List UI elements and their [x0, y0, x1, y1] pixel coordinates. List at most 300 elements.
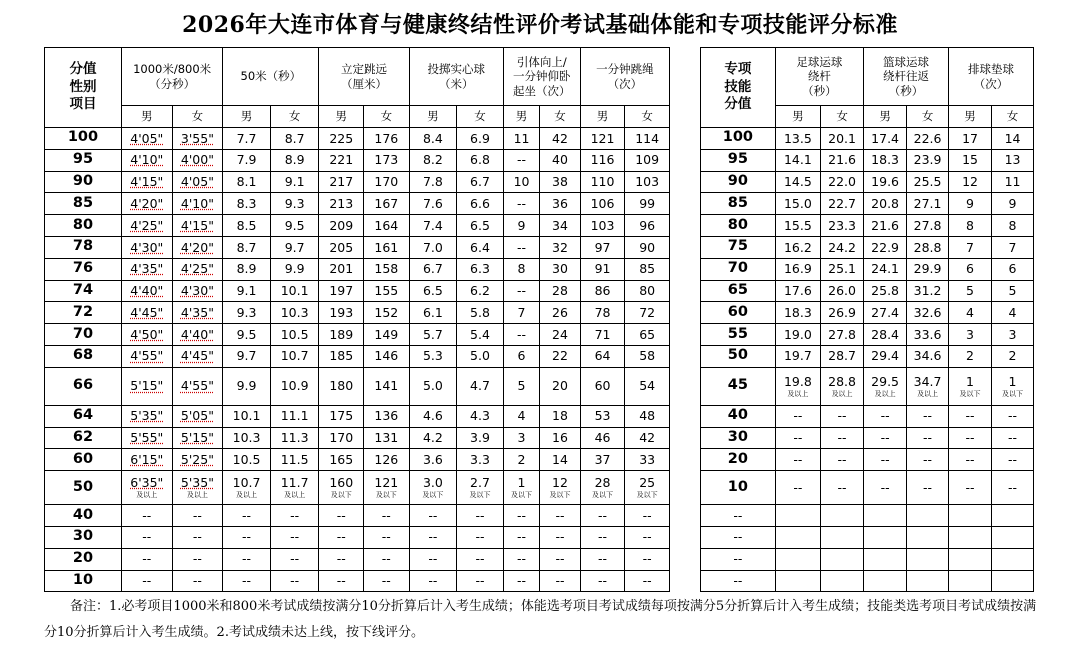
score-cell: 50 [45, 471, 122, 505]
value-cell [223, 258, 271, 280]
value-cell [223, 193, 271, 215]
value-cell [821, 427, 864, 449]
value-cell [775, 345, 820, 367]
empty-cell [907, 548, 949, 570]
gender-cell: 男 [121, 106, 172, 128]
value-cell [503, 171, 539, 193]
value-text: 17.6 [783, 283, 812, 299]
value-cell [540, 548, 581, 570]
value-text: 10 [513, 174, 530, 190]
value-cell [907, 128, 949, 150]
value-text: 152 [374, 304, 399, 320]
score-cell: 10 [701, 471, 776, 505]
value-cell [864, 405, 907, 427]
value-cell [319, 236, 364, 258]
value-cell [172, 405, 223, 427]
value-cell [270, 367, 319, 405]
value-text: 158 [374, 261, 399, 277]
empty-cell [775, 548, 820, 570]
value-text: -- [428, 551, 438, 567]
score-cell: -- [701, 505, 776, 527]
note-text: 1.必考项目1000米和800米考试成绩按满分10分折算后计入考生成绩；体能选考项目考试成绩每项按满分5分折算后计入考生成绩；技能类选考项目考试成绩按满分10分折算后计入考生成绩。2.考试成绩未达上线，按下线评分。 [44, 599, 1037, 640]
value-text: 8.7 [284, 130, 305, 146]
corner-label: 性别 [69, 78, 97, 95]
gender-cell: 男 [223, 106, 271, 128]
value-cell [364, 302, 410, 324]
value-cell [775, 236, 820, 258]
value-cell [409, 505, 457, 527]
corner-label: 分值 [69, 61, 97, 78]
value-cell [540, 449, 581, 471]
value-cell [864, 345, 907, 367]
value-cell [992, 171, 1034, 193]
gender-cell: 女 [540, 106, 581, 128]
value-cell [949, 324, 992, 346]
score-cell: 62 [45, 427, 122, 449]
value-cell [992, 405, 1034, 427]
value-text: 15.5 [783, 217, 812, 233]
value-cell [409, 236, 457, 258]
column-header [121, 48, 222, 106]
value-text: 4.3 [470, 408, 490, 424]
value-text: 2 [966, 348, 974, 364]
value-cell [409, 193, 457, 215]
value-cell [992, 149, 1034, 171]
corner-cell [701, 48, 776, 128]
value-text: 217 [329, 174, 354, 190]
value-text: 14.5 [783, 174, 812, 190]
value-cell [821, 345, 864, 367]
value-text: 121 [374, 475, 399, 491]
score-row [701, 324, 1034, 346]
score-cell: 95 [701, 149, 776, 171]
value-text: -- [475, 573, 485, 589]
value-text: -- [880, 430, 890, 446]
value-cell [319, 171, 364, 193]
value-cell [540, 128, 581, 150]
column-header [503, 48, 580, 106]
value-cell [223, 236, 271, 258]
value-text: 161 [374, 239, 399, 255]
value-text: 3.0 [422, 475, 443, 491]
corner-label: 技能 [724, 78, 752, 95]
score-cell: 80 [45, 215, 122, 237]
value-cell [540, 427, 581, 449]
value-cell [364, 548, 410, 570]
value-cell [457, 405, 504, 427]
value-text: 24.1 [871, 261, 900, 277]
value-cell [223, 405, 271, 427]
value-cell [121, 367, 172, 405]
value-text: 10.3 [232, 430, 261, 446]
value-text: 4'40" [180, 326, 214, 342]
value-text: -- [475, 529, 485, 545]
value-cell [821, 280, 864, 302]
value-cell [172, 449, 223, 471]
value-cell [457, 302, 504, 324]
score-cell: 64 [45, 405, 122, 427]
value-text: 3.3 [470, 451, 490, 467]
value-text: -- [598, 529, 608, 545]
score-cell: 20 [45, 548, 122, 570]
value-text: 5.0 [422, 378, 443, 394]
value-cell [540, 149, 581, 171]
value-cell [625, 405, 670, 427]
value-text: 10.1 [280, 283, 309, 299]
value-cell [409, 149, 457, 171]
value-text: 8.4 [422, 130, 443, 146]
value-cell [864, 128, 907, 150]
value-text: -- [290, 573, 300, 589]
value-text: 33.6 [913, 326, 942, 342]
value-text: -- [242, 551, 252, 567]
value-cell [864, 171, 907, 193]
empty-cell [864, 505, 907, 527]
empty-cell [949, 548, 992, 570]
value-text: 19.7 [783, 348, 812, 364]
value-text: 20.1 [828, 130, 856, 146]
score-row [701, 236, 1034, 258]
value-text: 17 [962, 130, 978, 146]
value-cell [364, 215, 410, 237]
value-text: 97 [594, 239, 611, 255]
score-row [45, 526, 670, 548]
value-text: 221 [329, 152, 354, 168]
value-text: 5'15" [180, 430, 214, 446]
value-text: 27.4 [871, 304, 900, 320]
value-text: 9.1 [236, 283, 257, 299]
value-cell [172, 427, 223, 449]
value-text: 25.1 [828, 261, 856, 277]
value-text: 28 [552, 283, 568, 299]
value-text: 6 [1008, 261, 1017, 277]
column-header-text: 立定跳远 （厘米） [341, 62, 388, 91]
value-cell [121, 449, 172, 471]
value-text: -- [517, 326, 527, 342]
value-text: 8.9 [236, 261, 257, 277]
value-text: -- [336, 529, 346, 545]
score-row [45, 193, 670, 215]
empty-cell [775, 570, 820, 592]
value-cell [270, 505, 319, 527]
value-text: 22.0 [828, 174, 856, 190]
value-cell [580, 280, 625, 302]
value-cell [409, 345, 457, 367]
value-text: 9.9 [236, 378, 257, 394]
value-text: -- [381, 507, 391, 523]
value-cell [364, 324, 410, 346]
value-text: -- [965, 451, 975, 467]
value-text: 23.3 [828, 217, 856, 233]
value-text: -- [923, 479, 933, 495]
value-cell [503, 548, 539, 570]
value-text: 175 [329, 408, 354, 424]
value-text: 4'15" [130, 174, 164, 190]
value-text: 11 [1004, 174, 1021, 190]
score-cell: 100 [45, 128, 122, 150]
value-cell [364, 128, 410, 150]
value-text: 209 [329, 217, 354, 233]
value-cell [364, 526, 410, 548]
value-cell [580, 405, 625, 427]
score-row [701, 449, 1034, 471]
value-text: -- [837, 479, 847, 495]
value-text: -- [517, 239, 527, 255]
value-cell [172, 128, 223, 150]
gender-cell: 男 [503, 106, 539, 128]
qualifier-text: 及以下 [375, 491, 397, 500]
value-cell [949, 471, 992, 505]
value-text: 36 [552, 195, 568, 211]
value-text: 28.7 [828, 348, 856, 364]
value-cell [319, 280, 364, 302]
column-header-text: 排球垫球 （次） [968, 62, 1014, 91]
value-text: 91 [594, 261, 611, 277]
value-cell [775, 427, 820, 449]
value-text: 4'25" [180, 261, 214, 277]
value-cell [319, 149, 364, 171]
value-cell [821, 471, 864, 505]
value-cell [270, 280, 319, 302]
value-cell [580, 236, 625, 258]
value-text: -- [517, 529, 527, 545]
value-text: 5.7 [422, 326, 443, 342]
value-cell [503, 367, 539, 405]
value-text: -- [242, 573, 252, 589]
value-cell [625, 526, 670, 548]
score-cell: 10 [45, 570, 122, 592]
value-text: 7.9 [236, 152, 257, 168]
value-text: 37 [594, 451, 611, 467]
score-row [701, 302, 1034, 324]
value-text: -- [598, 551, 608, 567]
value-text: 110 [590, 174, 615, 190]
value-text: 10.5 [280, 326, 309, 342]
value-cell [864, 471, 907, 505]
score-row [701, 193, 1034, 215]
value-text: 4'10" [180, 195, 214, 211]
value-text: 5'35" [180, 475, 214, 491]
value-cell [625, 345, 670, 367]
value-cell [457, 345, 504, 367]
value-cell [625, 471, 670, 505]
value-text: 11.5 [280, 451, 309, 467]
value-text: 5 [966, 283, 974, 299]
score-row [45, 302, 670, 324]
value-cell [625, 449, 670, 471]
value-text: 9.5 [284, 217, 305, 233]
value-cell [270, 215, 319, 237]
value-text: 16 [552, 430, 568, 446]
value-cell [319, 128, 364, 150]
empty-cell [775, 526, 820, 548]
score-row [45, 449, 670, 471]
value-cell [775, 215, 820, 237]
value-cell [864, 236, 907, 258]
value-cell [992, 471, 1034, 505]
empty-cell [821, 526, 864, 548]
value-text: 46 [594, 430, 611, 446]
score-row [45, 149, 670, 171]
value-cell [270, 345, 319, 367]
value-cell [821, 302, 864, 324]
value-text: -- [336, 573, 346, 589]
value-cell [364, 405, 410, 427]
header-row [45, 48, 670, 106]
value-text: 6.9 [470, 130, 490, 146]
value-cell [223, 302, 271, 324]
value-cell [503, 193, 539, 215]
score-row [45, 471, 670, 505]
value-cell [319, 449, 364, 471]
value-text: 21.6 [871, 217, 900, 233]
basic-fitness-table [44, 47, 670, 592]
score-cell: 40 [45, 505, 122, 527]
value-cell [580, 427, 625, 449]
value-cell [503, 324, 539, 346]
value-text: -- [142, 529, 152, 545]
value-cell [223, 215, 271, 237]
value-cell [172, 570, 223, 592]
value-text: 8.1 [236, 174, 257, 190]
value-cell [270, 128, 319, 150]
value-text: 7.4 [422, 217, 443, 233]
value-text: 131 [374, 430, 399, 446]
qualifier-text: 及以上 [186, 491, 208, 500]
value-cell [270, 548, 319, 570]
value-cell [625, 215, 670, 237]
value-text: 9 [966, 195, 974, 211]
value-cell [172, 280, 223, 302]
value-cell [409, 302, 457, 324]
value-cell [121, 193, 172, 215]
value-cell [580, 302, 625, 324]
value-text: -- [923, 430, 933, 446]
value-text: 24 [552, 326, 568, 342]
value-text: 10.5 [232, 451, 261, 467]
value-cell [503, 280, 539, 302]
value-cell [503, 345, 539, 367]
value-text: 11.7 [280, 475, 309, 491]
value-cell [821, 324, 864, 346]
value-cell [121, 471, 172, 505]
value-cell [864, 302, 907, 324]
value-cell [992, 258, 1034, 280]
value-cell [540, 171, 581, 193]
value-text: 99 [639, 195, 656, 211]
value-text: 42 [639, 430, 656, 446]
value-cell [457, 215, 504, 237]
value-cell [949, 302, 992, 324]
value-cell [907, 405, 949, 427]
value-cell [457, 570, 504, 592]
value-cell [319, 505, 364, 527]
value-cell [270, 258, 319, 280]
value-text: 26.9 [828, 304, 856, 320]
value-text: 4'40" [130, 283, 164, 299]
value-text: 8.5 [236, 217, 257, 233]
gender-cell: 男 [409, 106, 457, 128]
value-text: 32 [552, 239, 568, 255]
value-cell [409, 548, 457, 570]
value-text: 60 [594, 378, 611, 394]
score-cell: 85 [701, 193, 776, 215]
value-cell [949, 427, 992, 449]
value-cell [270, 171, 319, 193]
value-cell [625, 128, 670, 150]
value-text: -- [142, 573, 152, 589]
empty-cell [949, 570, 992, 592]
value-cell [319, 258, 364, 280]
score-cell: 68 [45, 345, 122, 367]
value-text: 9.9 [284, 261, 305, 277]
value-cell [821, 149, 864, 171]
value-cell [457, 367, 504, 405]
value-cell [364, 258, 410, 280]
value-cell [172, 171, 223, 193]
value-cell [364, 149, 410, 171]
value-cell [270, 471, 319, 505]
value-text: 4'30" [180, 283, 214, 299]
value-cell [625, 171, 670, 193]
empty-row [701, 548, 1034, 570]
empty-cell [907, 570, 949, 592]
score-row [45, 171, 670, 193]
score-row [45, 345, 670, 367]
value-text: 22.7 [828, 195, 856, 211]
value-text: 7 [1008, 239, 1017, 255]
score-cell: 66 [45, 367, 122, 405]
value-text: 103 [635, 174, 660, 190]
value-cell [949, 405, 992, 427]
value-text: 10.1 [232, 408, 261, 424]
score-cell: 85 [45, 193, 122, 215]
value-text: 7 [517, 304, 526, 320]
value-text: 29.9 [913, 261, 942, 277]
value-cell [457, 324, 504, 346]
value-cell [949, 449, 992, 471]
value-text: -- [555, 573, 565, 589]
value-text: 5.3 [422, 348, 443, 364]
value-cell [121, 280, 172, 302]
value-text: 3.6 [422, 451, 443, 467]
value-cell [409, 171, 457, 193]
value-cell [949, 280, 992, 302]
column-header [223, 48, 319, 106]
value-text: 6.4 [470, 239, 490, 255]
value-text: 170 [374, 174, 399, 190]
value-text: 34 [552, 217, 568, 233]
value-text: 4'35" [130, 261, 164, 277]
score-cell: 75 [701, 236, 776, 258]
value-cell [949, 128, 992, 150]
value-text: 4'20" [130, 195, 164, 211]
value-cell [364, 171, 410, 193]
value-text: 5'05" [180, 408, 214, 424]
qualifier-text: 及以下 [469, 491, 491, 500]
score-cell: 100 [701, 128, 776, 150]
score-cell: 90 [45, 171, 122, 193]
value-text: 7.6 [422, 195, 443, 211]
value-text: -- [142, 551, 152, 567]
value-cell [949, 236, 992, 258]
value-cell [223, 149, 271, 171]
value-text: -- [965, 479, 975, 495]
gender-cell: 男 [864, 106, 907, 128]
value-cell [949, 345, 992, 367]
value-cell [319, 345, 364, 367]
value-text: -- [381, 573, 391, 589]
